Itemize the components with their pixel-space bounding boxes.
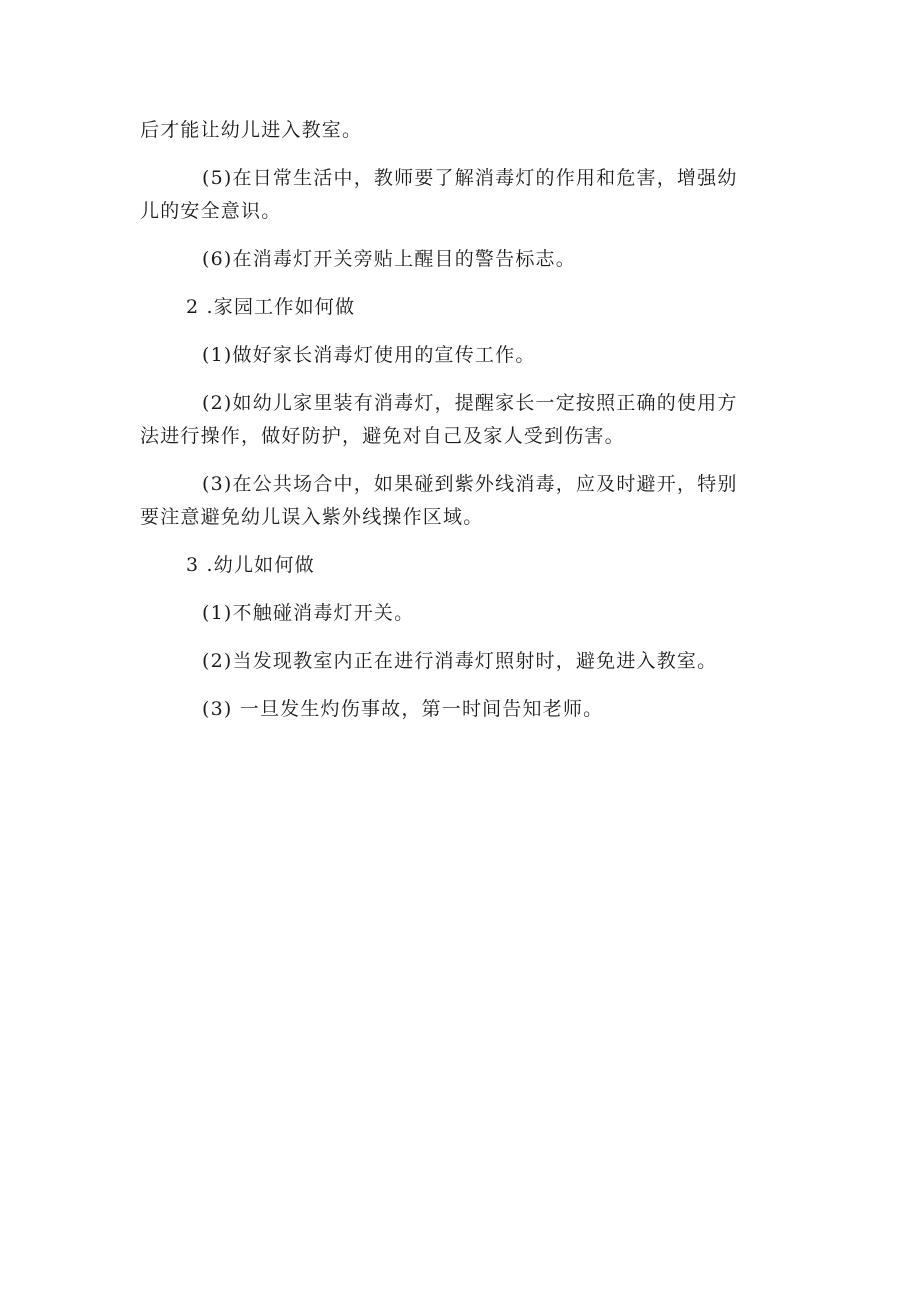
- paragraph-line: (2)如幼儿家里装有消毒灯，提醒家长一定按照正确的使用方: [202, 392, 738, 414]
- paragraph-line: 后才能让幼儿进入教室。: [140, 119, 363, 141]
- paragraph-line: (1)不触碰消毒灯开关。: [202, 602, 415, 624]
- paragraph-line: 要注意避免幼儿误入紫外线操作区域。: [140, 506, 484, 528]
- paragraph-line: (3) 一旦发生灼伤事故，第一时间告知老师。: [202, 698, 604, 720]
- paragraph-line: 儿的安全意识。: [140, 200, 282, 222]
- paragraph-line: (6)在消毒灯开关旁贴上醒目的警告标志。: [202, 248, 576, 270]
- paragraph-line: (2)当发现教室内正在进行消毒灯照射时，避免进入教室。: [202, 650, 718, 672]
- paragraph-line: (1)做好家长消毒灯使用的宣传工作。: [202, 344, 536, 366]
- paragraph-line: (3)在公共场合中，如果碰到紫外线消毒，应及时避开，特别: [202, 473, 738, 495]
- document-body: [140, 114, 785, 726]
- paragraph-line: 法进行操作，做好防护，避免对自己及家人受到伤害。: [140, 425, 625, 447]
- paragraph-line: (5)在日常生活中，教师要了解消毒灯的作用和危害，增强幼: [202, 167, 738, 189]
- section-heading: 2 .家园工作如何做: [186, 296, 356, 318]
- section-heading: 3 .幼儿如何做: [186, 554, 315, 576]
